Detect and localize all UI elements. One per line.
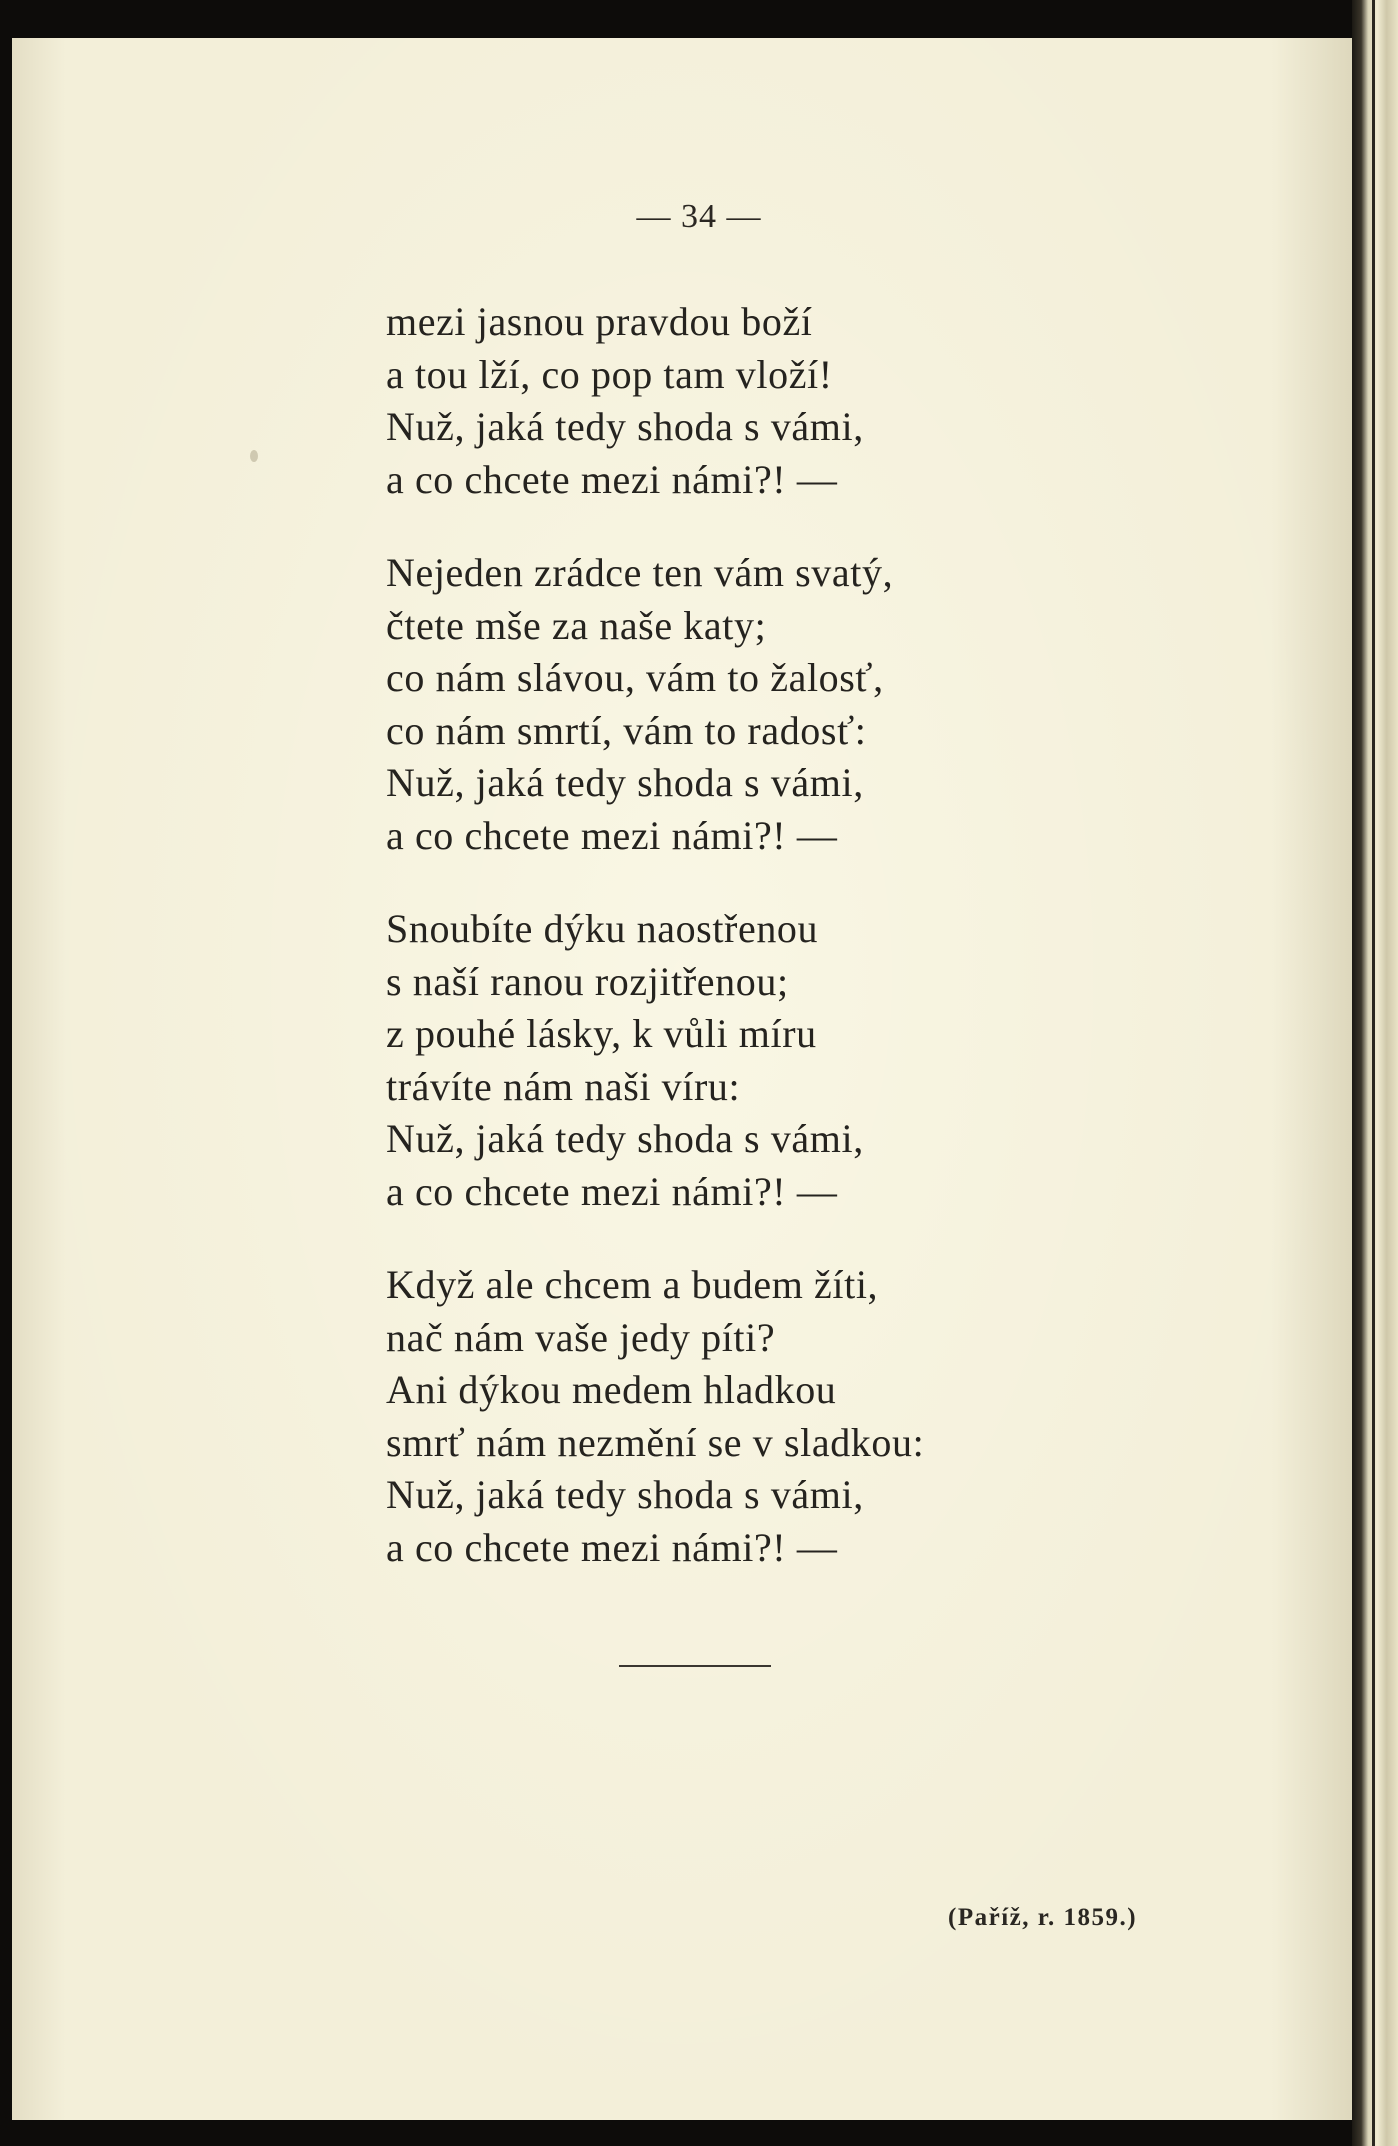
book-binding-edge — [1352, 0, 1398, 2146]
poem-line: trávíte nám naši víru: — [386, 1063, 741, 1109]
poem-line: Ani dýkou medem hladkou — [386, 1367, 837, 1412]
stanza-3 — [386, 903, 924, 1218]
poem-line: Snoubíte dýku naostřenou — [386, 906, 819, 951]
page-number: — 34 — — [636, 198, 762, 235]
stanza-2 — [386, 547, 924, 862]
paper-speck — [250, 450, 258, 462]
poem-line: Nuž, jaká tedy shoda s vámi, — [386, 404, 864, 449]
poem-line: Když ale chcem a budem žíti, — [386, 1262, 879, 1307]
stanza-1 — [386, 296, 924, 506]
poem-line: Nuž, jaká tedy shoda s vámi, — [386, 760, 864, 805]
poem-line: Nejeden zrádce ten vám svatý, — [386, 550, 894, 595]
poem-line: Nuž, jaká tedy shoda s vámi, — [386, 1472, 864, 1517]
closing-divider — [619, 1665, 771, 1667]
stanza-4 — [386, 1259, 924, 1574]
poem-line: co nám slávou, vám to žalosť, — [386, 655, 884, 700]
poem-line: a co chcete mezi námi?! — — [386, 812, 838, 858]
poem-line: a co chcete mezi námi?! — — [386, 1168, 838, 1214]
poem — [386, 296, 924, 1615]
poem-line: a tou lží, co pop tam vloží! — [386, 351, 833, 397]
poem-line: mezi jasnou pravdou boží — [386, 299, 813, 344]
place-date-note: (Paříž, r. 1859.) — [948, 1904, 1138, 1931]
poem-line: a co chcete mezi námi?! — — [386, 456, 838, 502]
poem-line: Nuž, jaká tedy shoda s vámi, — [386, 1116, 864, 1161]
poem-line: s naší ranou rozjitřenou; — [386, 958, 789, 1004]
poem-line: a co chcete mezi námi?! — — [386, 1524, 838, 1570]
poem-line: co nám smrtí, vám to radosť: — [386, 707, 867, 753]
poem-line: čtete mše za naše katy; — [386, 602, 767, 648]
binding-line — [1372, 0, 1375, 2146]
poem-line: smrť nám nezmění se v sladkou: — [386, 1419, 925, 1465]
poem-line: z pouhé lásky, k vůli míru — [386, 1011, 817, 1056]
poem-line: nač nám vaše jedy píti? — [386, 1314, 776, 1360]
